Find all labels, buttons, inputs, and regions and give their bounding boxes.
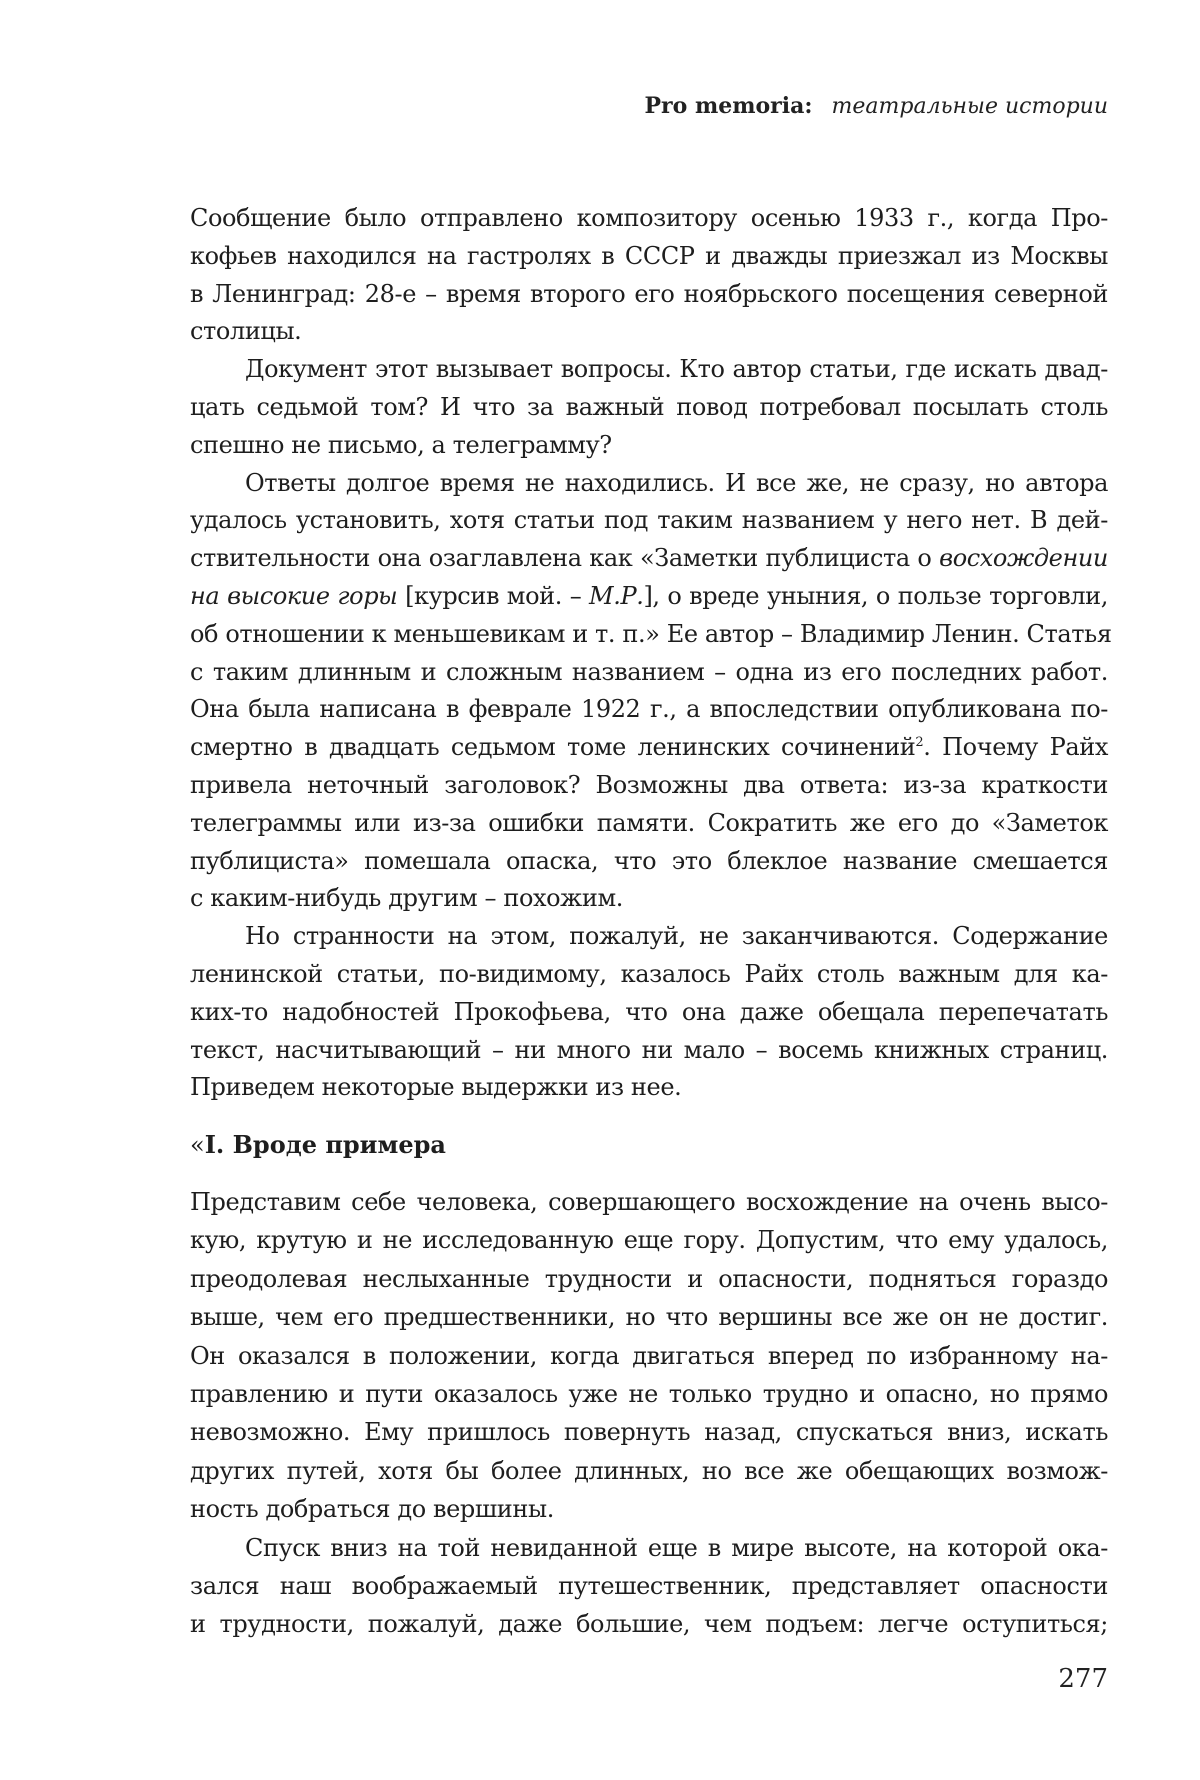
- paragraph: [190, 1183, 1108, 1529]
- text-line: текст, насчитывающий – ни много ни мало – восемь книжных страниц.: [190, 1032, 1108, 1070]
- text-line: с таким длинным и сложным названием – одна из его последних работ.: [190, 654, 1108, 692]
- text-line: публициста» помешала опаска, что это блеклое название смешается: [190, 843, 1108, 881]
- paragraph: [190, 918, 1108, 1107]
- italic-emphasis: на высокие горы: [190, 582, 397, 610]
- text-line: Сообщение было отправлено композитору осенью 1933 г., когда Про-: [190, 200, 1108, 238]
- text-line: удалось установить, хотя статьи под таким названием у него нет. В дей-: [190, 502, 1108, 540]
- paragraph: [190, 1529, 1108, 1644]
- running-head-section-title: театральные истории: [832, 94, 1108, 119]
- text-line: Приведем некоторые выдержки из нее.: [190, 1069, 1108, 1107]
- text-line: цать седьмой том? И что за важный повод потребовал посылать столь: [190, 389, 1108, 427]
- text-line: привела неточный заголовок? Возможны два ответа: из-за краткости: [190, 767, 1108, 805]
- text-line: выше, чем его предшественники, но что вершины все же он не достиг.: [190, 1298, 1108, 1336]
- quote-section-heading: [190, 1128, 446, 1162]
- text-fragment: . Почему Райх: [923, 733, 1108, 761]
- running-head: [644, 91, 1108, 122]
- italic-emphasis: восхождении: [939, 544, 1108, 572]
- opening-quote-mark: «: [190, 1131, 205, 1159]
- text-line: Документ этот вызывает вопросы. Кто автор статьи, где искать двад-: [190, 351, 1108, 389]
- text-line: кую, крутую и не исследованную еще гору. Допустим, что ему удалось,: [190, 1221, 1108, 1259]
- footnote-marker[interactable]: 2: [915, 735, 923, 750]
- text-line: Он оказался в положении, когда двигаться вперед по избранному на-: [190, 1337, 1108, 1375]
- text-line: Представим себе человека, совершающего восхождение на очень высо-: [190, 1183, 1108, 1221]
- quoted-text: [190, 1183, 1108, 1644]
- text-fragment: [курсив мой. –: [405, 582, 581, 610]
- text-line: и трудности, пожалуй, даже большие, чем подъем: легче оступиться;: [190, 1605, 1108, 1643]
- text-line: [190, 729, 1108, 767]
- text-line: других путей, хотя бы более длинных, но все же обещающих возмож-: [190, 1452, 1108, 1490]
- text-line: Она была написана в феврале 1922 г., а впоследствии опубликована по-: [190, 691, 1108, 729]
- text-line: Спуск вниз на той невиданной еще в мире высоте, на которой ока-: [190, 1529, 1108, 1567]
- text-line: Но странности на этом, пожалуй, не заканчиваются. Содержание: [190, 918, 1108, 956]
- text-line: ленинской статьи, по-видимому, казалось Райх столь важным для ка-: [190, 956, 1108, 994]
- text-line: невозможно. Ему пришлось повернуть назад, спускаться вниз, искать: [190, 1413, 1108, 1451]
- text-line: [190, 540, 1108, 578]
- quote-heading-text: I. Вроде примера: [205, 1130, 446, 1159]
- text-line: зался наш воображаемый путешественник, представляет опасности: [190, 1567, 1108, 1605]
- text-line: в Ленинград: 28-е – время второго его ноябрьского посещения северной: [190, 276, 1108, 314]
- text-line: [190, 578, 1108, 616]
- text-fragment: смертно в двадцать седьмом томе ленинских сочинений: [190, 733, 915, 761]
- text-line: правлению и пути оказалось уже не только трудно и опасно, но прямо: [190, 1375, 1108, 1413]
- paragraph: [190, 465, 1108, 919]
- text-line: ких-то надобностей Прокофьева, что она даже обещала перепечатать: [190, 994, 1108, 1032]
- paragraph: [190, 351, 1108, 464]
- text-line: ность добраться до вершины.: [190, 1490, 1108, 1528]
- text-fragment: ствительности она озаглавлена как «Заметки публициста о: [190, 544, 931, 572]
- text-line: спешно не письмо, а телеграмму?: [190, 427, 1108, 465]
- text-line: с каким-нибудь другим – похожим.: [190, 880, 1108, 918]
- text-line: кофьев находился на гастролях в СССР и дважды приезжал из Москвы: [190, 238, 1108, 276]
- text-line: телеграммы или из-за ошибки памяти. Сократить же его до «Заметок: [190, 805, 1108, 843]
- text-line: столицы.: [190, 313, 1108, 351]
- text-line: об отношении к меньшевикам и т. п.» Ее автор – Владимир Ленин. Статья: [190, 616, 1108, 654]
- text-line: Ответы долгое время не находились. И все же, не сразу, но автора: [190, 465, 1108, 503]
- body-text-before-quote: [190, 200, 1108, 1107]
- text-fragment: ], о вреде уныния, о пользе торговли,: [643, 582, 1108, 610]
- paragraph: [190, 200, 1108, 351]
- running-head-book-title: Pro memoria:: [644, 93, 812, 119]
- page-number: 277: [1058, 1663, 1108, 1695]
- text-line: преодолевая неслыханные трудности и опасности, подняться гораздо: [190, 1260, 1108, 1298]
- author-initials: М.Р.: [589, 582, 643, 610]
